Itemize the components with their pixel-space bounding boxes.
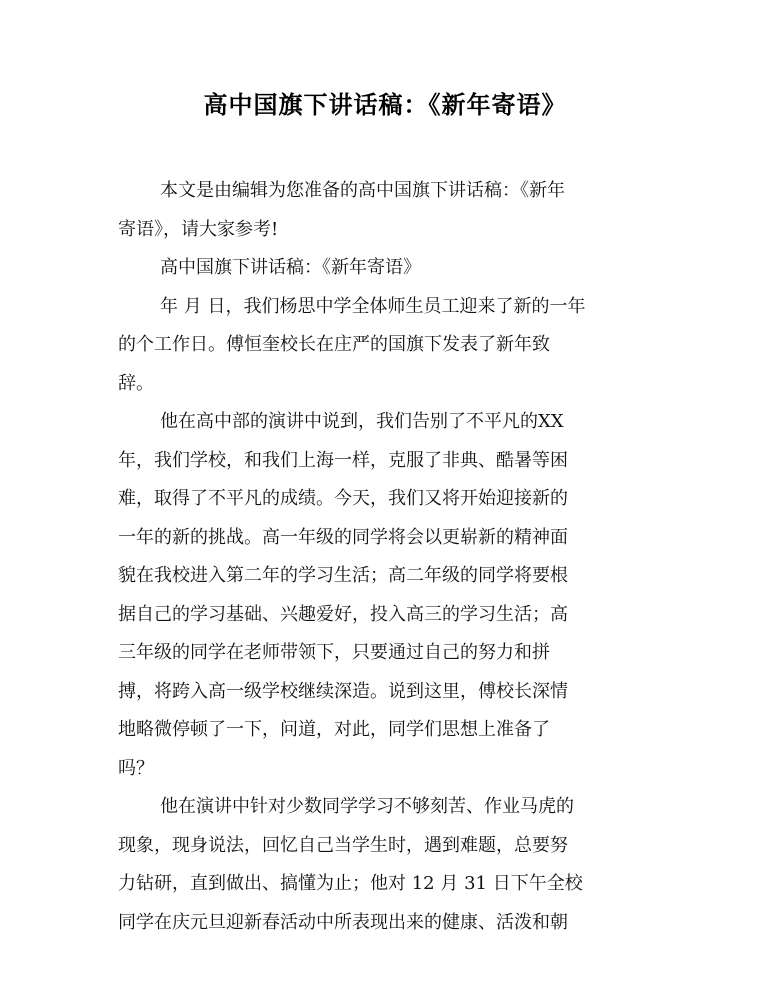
- paragraph-line: 现象，现身说法，回忆自己当学生时，遇到难题，总要努: [118, 834, 568, 856]
- paragraph-line: 三年级的同学在老师带领下，只要通过自己的努力和拼: [118, 642, 550, 663]
- paragraph-line: 年，我们学校，和我们上海一样，克服了非典、酷暑等困: [118, 449, 568, 471]
- paragraph-line: 的个工作日。傅恒奎校长在庄严的国旗下发表了新年致: [118, 334, 550, 355]
- paragraph-line: 搏，将跨入高一级学校继续深造。说到这里，傅校长深情: [118, 680, 568, 702]
- paragraph-line: 难，取得了不平凡的成绩。今天，我们又将开始迎接新的: [118, 488, 568, 509]
- paragraph-line: 貌在我校进入第二年的学习生活；高二年级的同学将要根: [118, 565, 568, 586]
- paragraph-line: 寄语》，请大家参考!: [118, 218, 279, 240]
- paragraph-line: 高中国旗下讲话稿：《新年寄语》: [160, 257, 421, 278]
- paragraph-line: 同学在庆元旦迎新春活动中所表现出来的健康、活泼和朝: [118, 911, 568, 933]
- paragraph-line: 本文是由编辑为您准备的高中国旗下讲话稿：《新年: [160, 180, 565, 201]
- paragraph-line: 年 月 日，我们杨思中学全体师生员工迎来了新的一年: [160, 295, 586, 317]
- paragraph-line: 一年的新的挑战。高一年级的同学将会以更崭新的精神面: [118, 526, 568, 548]
- document-title: 高中国旗下讲话稿：《新年寄语》: [203, 91, 567, 119]
- paragraph-line: 他在演讲中针对少数同学学习不够刻苦、作业马虎的: [160, 796, 574, 817]
- paragraph-line: 辞。: [118, 372, 154, 394]
- document-body: [118, 172, 658, 942]
- paragraph-line: 据自己的学习基础、兴趣爱好，投入高三的学习生活；高: [118, 603, 568, 625]
- paragraph-line: 吗？: [118, 757, 154, 779]
- paragraph-line: 力钻研，直到做出、搞懂为止；他对 12 月 31 日下午全校: [118, 873, 583, 894]
- paragraph-line: 地略微停顿了一下，问道，对此，同学们思想上准备了: [118, 719, 550, 740]
- paragraph-line: 他在高中部的演讲中说到，我们告别了不平凡的XX: [160, 411, 564, 432]
